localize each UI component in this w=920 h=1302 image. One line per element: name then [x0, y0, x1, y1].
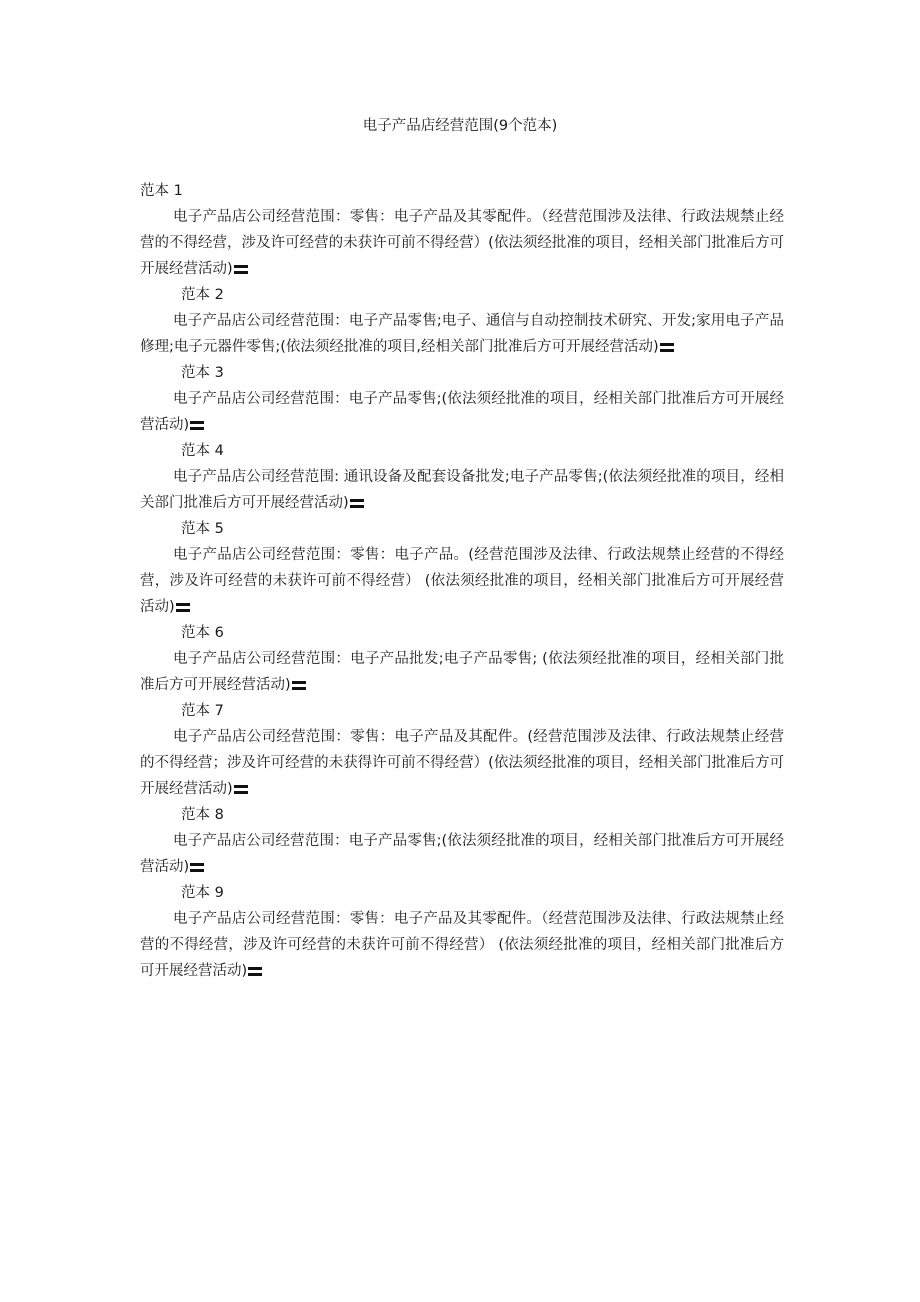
sample-body — [140, 828, 784, 880]
sample-body — [140, 386, 784, 438]
paragraph-end-mark-icon — [190, 863, 204, 872]
sample-heading: 范本 7 — [181, 703, 224, 719]
paragraph-end-mark-icon — [234, 265, 248, 274]
sample-section-2 — [140, 282, 784, 360]
paragraph-end-mark-icon — [190, 421, 204, 430]
sample-section-7 — [140, 698, 784, 802]
sample-section-3 — [140, 360, 784, 438]
sample-body-text: 电子产品店公司经营范围: 通讯设备及配套设备批发;电子产品零售;(依法须经批准的项目，经相关部门批准后方可开展经营活动) — [140, 469, 784, 511]
paragraph-end-mark-icon — [660, 343, 674, 352]
paragraph-end-mark-icon — [234, 785, 248, 794]
document-title: 电子产品店经营范围(9个范本) — [362, 118, 558, 134]
sample-body — [140, 646, 784, 698]
sample-heading: 范本 2 — [181, 287, 224, 303]
sample-body-text: 电子产品店公司经营范围：电子产品零售;电子、通信与自动控制技术研究、开发;家用电子产品修理;电子元器件零售;(依法须经批准的项目,经相关部门批准后方可开展经营活动) — [140, 313, 784, 355]
sample-section-6 — [140, 620, 784, 698]
sample-body-text: 电子产品店公司经营范围：电子产品零售;(依法须经批准的项目，经相关部门批准后方可开展经营活动) — [140, 391, 784, 433]
sample-section-5 — [140, 516, 784, 620]
sample-section-4 — [140, 438, 784, 516]
sample-body — [140, 308, 784, 360]
sample-body — [140, 464, 784, 516]
sample-body — [140, 906, 784, 984]
paragraph-end-mark-icon — [292, 681, 306, 690]
sample-body — [140, 204, 784, 282]
sample-heading: 范本 8 — [181, 807, 224, 823]
sample-heading: 范本 4 — [181, 443, 224, 459]
sample-section-9 — [140, 880, 784, 984]
sample-heading: 范本 9 — [181, 885, 224, 901]
document-content — [140, 178, 784, 984]
sample-body — [140, 724, 784, 802]
sample-section-1 — [140, 178, 784, 282]
sample-body-text: 电子产品店公司经营范围：零售：电子产品及其配件。(经营范围涉及法律、行政法规禁止经营的不得经营；涉及许可经营的未获得许可前不得经营）(依法须经批准的项目，经相关部门批准后方可开展经营活动) — [140, 729, 784, 797]
sample-heading: 范本 6 — [181, 625, 224, 641]
sample-body-text: 电子产品店公司经营范围：零售：电子产品。(经营范围涉及法律、行政法规禁止经营的不得经营，涉及许可经营的未获许可前不得经营） (依法须经批准的项目，经相关部门批准后方可开展经营活动) — [140, 547, 784, 615]
paragraph-end-mark-icon — [176, 603, 190, 612]
sample-body-text: 电子产品店公司经营范围：零售：电子产品及其零配件。（经营范围涉及法律、行政法规禁止经营的不得经营，涉及许可经营的未获许可前不得经营）(依法须经批准的项目，经相关部门批准后方可开展经营活动) — [140, 209, 784, 277]
paragraph-end-mark-icon — [350, 499, 364, 508]
paragraph-end-mark-icon — [248, 967, 262, 976]
sample-section-8 — [140, 802, 784, 880]
sample-heading: 范本 5 — [181, 521, 224, 537]
sample-body-text: 电子产品店公司经营范围：电子产品批发;电子产品零售; (依法须经批准的项目，经相关部门批准后方可开展经营活动) — [140, 651, 784, 693]
sample-body-text: 电子产品店公司经营范围：电子产品零售;(依法须经批准的项目，经相关部门批准后方可开展经营活动) — [140, 833, 784, 875]
sample-heading: 范本 1 — [140, 183, 183, 199]
sample-body-text: 电子产品店公司经营范围：零售：电子产品及其零配件。（经营范围涉及法律、行政法规禁止经营的不得经营，涉及许可经营的未获许可前不得经营） (依法须经批准的项目，经相关部门批准后方可开展经营活动) — [140, 911, 784, 979]
sample-heading: 范本 3 — [181, 365, 224, 381]
sample-body — [140, 542, 784, 620]
